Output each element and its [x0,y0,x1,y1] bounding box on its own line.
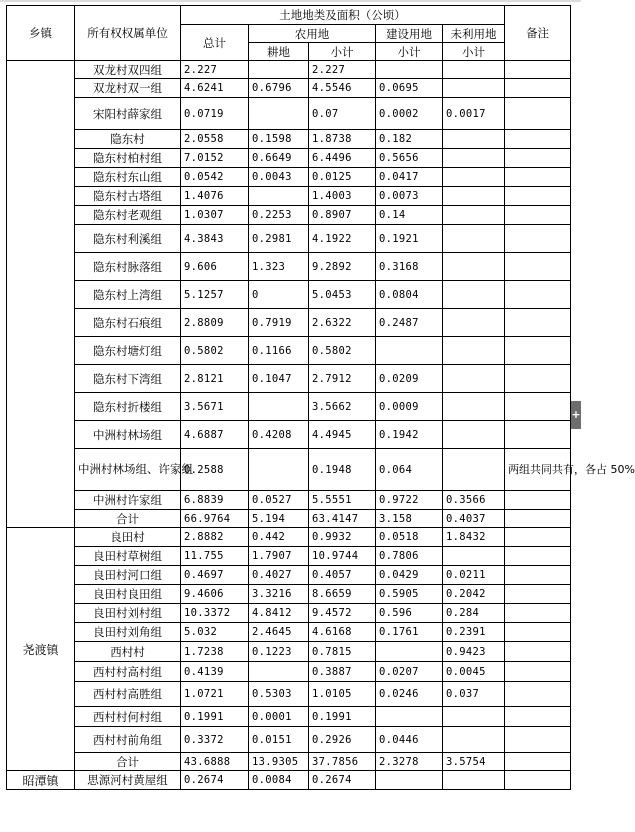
remark-cell [505,79,571,98]
total-cell: 10.3372 [181,604,249,623]
table-row [7,281,571,309]
remark-cell [505,662,571,682]
owner-cell: 思源河村黄屋组 [75,771,181,790]
table-row [7,187,571,206]
construction-cell: 0.1942 [376,421,443,449]
table-row [7,566,571,585]
unused-cell [443,547,505,566]
total-cell: 1.0307 [181,206,249,225]
side-expand-tab[interactable]: + [571,401,581,429]
cultivated-cell: 0.2981 [249,225,309,253]
total-cell: 0.5802 [181,337,249,365]
unused-cell [443,449,505,491]
unused-cell [443,727,505,753]
remark-cell [505,365,571,393]
agri-subtotal-cell: 10.9744 [309,547,376,566]
remark-cell [505,727,571,753]
construction-cell: 0.0429 [376,566,443,585]
table-row [7,491,571,510]
owner-cell: 隐东村 [75,130,181,149]
agri-subtotal-cell: 3.5662 [309,393,376,421]
header-subtotal-construction: 小计 [376,43,443,61]
agri-subtotal-cell: 0.8907 [309,206,376,225]
unused-cell [443,771,505,790]
owner-cell: 良田村刘村组 [75,604,181,623]
owner-cell: 隐东村脉落组 [75,253,181,281]
agri-subtotal-cell: 0.1948 [309,449,376,491]
agri-subtotal-cell: 0.2926 [309,727,376,753]
total-cell: 3.5671 [181,393,249,421]
header-cultivated: 耕地 [249,43,309,61]
unused-cell [443,707,505,727]
cultivated-cell: 13.9305 [249,753,309,771]
agri-subtotal-cell: 0.9932 [309,528,376,547]
owner-cell: 良田村草树组 [75,547,181,566]
cultivated-cell: 0 [249,281,309,309]
remark-cell [505,566,571,585]
total-cell: 0.2674 [181,771,249,790]
agri-subtotal-cell: 0.07 [309,98,376,130]
owner-cell: 双龙村双一组 [75,79,181,98]
agri-subtotal-cell: 0.2674 [309,771,376,790]
total-cell: 2.227 [181,61,249,79]
agri-subtotal-cell: 9.4572 [309,604,376,623]
construction-cell: 0.182 [376,130,443,149]
remark-cell [505,309,571,337]
table-row [7,707,571,727]
page-top-border [0,0,581,2]
total-cell: 11.755 [181,547,249,566]
remark-cell [505,253,571,281]
unused-cell: 1.8432 [443,528,505,547]
total-cell: 1.7238 [181,642,249,662]
table-row [7,309,571,337]
total-cell: 0.4139 [181,662,249,682]
unused-cell: 0.0045 [443,662,505,682]
remark-cell [505,337,571,365]
construction-cell: 0.7806 [376,547,443,566]
agri-subtotal-cell: 0.7815 [309,642,376,662]
unused-cell [443,206,505,225]
header-construction: 建设用地 [376,25,443,43]
table-row [7,604,571,623]
owner-cell: 隐东村利溪组 [75,225,181,253]
cultivated-cell: 1.7907 [249,547,309,566]
table-row [7,528,571,547]
remark-cell [505,547,571,566]
header-remark: 备注 [505,6,571,61]
unused-cell: 0.037 [443,682,505,707]
remark-cell [505,585,571,604]
table-row [7,753,571,771]
table-row [7,585,571,604]
owner-cell: 西村村何村组 [75,707,181,727]
remark-cell [505,187,571,206]
owner-cell: 中洲村林场组 [75,421,181,449]
owner-cell: 中洲村林场组、许家组 [75,449,181,491]
cultivated-cell: 0.442 [249,528,309,547]
cultivated-cell: 0.1166 [249,337,309,365]
agri-subtotal-cell: 37.7856 [309,753,376,771]
unused-cell [443,365,505,393]
construction-cell: 0.5905 [376,585,443,604]
unused-cell [443,393,505,421]
cultivated-cell: 0.1047 [249,365,309,393]
table-row [7,61,571,79]
unused-cell [443,130,505,149]
remark-cell [505,623,571,642]
construction-cell: 0.064 [376,449,443,491]
construction-cell: 0.0073 [376,187,443,206]
cultivated-cell: 1.323 [249,253,309,281]
header-total: 总计 [181,25,249,61]
land-area-table [6,5,635,790]
owner-cell: 隐东村上湾组 [75,281,181,309]
total-cell: 6.8839 [181,491,249,510]
construction-cell: 0.0446 [376,727,443,753]
unused-cell: 0.4037 [443,510,505,528]
agri-subtotal-cell: 0.0125 [309,168,376,187]
unused-cell: 0.284 [443,604,505,623]
total-cell: 4.3843 [181,225,249,253]
owner-cell: 良田村良田组 [75,585,181,604]
cultivated-cell [249,662,309,682]
cultivated-cell [249,98,309,130]
remark-cell [505,707,571,727]
agri-subtotal-cell: 0.1991 [309,707,376,727]
cultivated-cell: 0.1223 [249,642,309,662]
unused-cell [443,337,505,365]
construction-cell: 0.1761 [376,623,443,642]
cultivated-cell [249,393,309,421]
total-cell: 0.2588 [181,449,249,491]
total-cell: 66.9764 [181,510,249,528]
unused-cell [443,168,505,187]
total-cell: 4.6241 [181,79,249,98]
header-subtotal-agri: 小计 [309,43,376,61]
total-cell: 0.0719 [181,98,249,130]
cultivated-cell: 4.8412 [249,604,309,623]
remark-cell [505,491,571,510]
total-cell: 7.0152 [181,149,249,168]
header-township: 乡镇 [7,6,75,61]
construction-cell [376,61,443,79]
agri-subtotal-cell: 5.5551 [309,491,376,510]
table-row [7,449,571,491]
table-row [7,662,571,682]
table-row [7,510,571,528]
total-cell: 43.6888 [181,753,249,771]
construction-cell: 0.0009 [376,393,443,421]
agri-subtotal-cell: 63.4147 [309,510,376,528]
agri-subtotal-cell: 1.4003 [309,187,376,206]
header-subtotal-unused: 小计 [443,43,505,61]
agri-subtotal-cell: 5.0453 [309,281,376,309]
owner-cell: 西村村 [75,642,181,662]
table-row [7,771,571,790]
unused-cell: 0.3566 [443,491,505,510]
agri-subtotal-cell: 0.4057 [309,566,376,585]
construction-cell: 3.158 [376,510,443,528]
unused-cell [443,225,505,253]
township-cell-3: 昭潭镇 [7,771,75,790]
header-owner: 所有权权属单位 [75,6,181,61]
total-cell: 0.0542 [181,168,249,187]
cultivated-cell: 0.0001 [249,707,309,727]
construction-cell: 0.1921 [376,225,443,253]
cultivated-cell: 3.3216 [249,585,309,604]
remark-cell [505,149,571,168]
owner-cell: 隐东村塘灯组 [75,337,181,365]
remark-cell [505,393,571,421]
cultivated-cell: 0.0151 [249,727,309,753]
owner-cell: 西村村高村组 [75,662,181,682]
construction-cell [376,707,443,727]
total-cell: 9.606 [181,253,249,281]
unused-cell [443,421,505,449]
table-row [7,727,571,753]
remark-cell [505,130,571,149]
total-cell: 2.8809 [181,309,249,337]
table-row [7,206,571,225]
table-body [7,61,635,790]
table-row [7,79,571,98]
total-cell: 0.1991 [181,707,249,727]
cultivated-cell: 0.7919 [249,309,309,337]
remark-cell [505,510,571,528]
construction-cell: 0.14 [376,206,443,225]
construction-cell: 0.596 [376,604,443,623]
construction-cell: 0.0207 [376,662,443,682]
unused-cell [443,253,505,281]
cultivated-cell: 0.4027 [249,566,309,585]
header-area-group: 土地地类及面积（公顷） [181,6,505,25]
header-agri: 农用地 [249,25,376,43]
table-row [7,421,571,449]
owner-cell: 西村村高胜组 [75,682,181,707]
agri-subtotal-cell: 8.6659 [309,585,376,604]
table-row [7,547,571,566]
cultivated-cell: 2.4645 [249,623,309,642]
header-unused: 未利用地 [443,25,505,43]
owner-cell: 隐东村石痕组 [75,309,181,337]
table-row [7,225,571,253]
unused-cell: 0.2391 [443,623,505,642]
construction-cell: 0.0246 [376,682,443,707]
total-cell: 2.8121 [181,365,249,393]
owner-cell: 双龙村双四组 [75,61,181,79]
cultivated-cell [249,187,309,206]
owner-cell: 隐东村下湾组 [75,365,181,393]
total-cell: 1.0721 [181,682,249,707]
remark-cell [505,528,571,547]
cultivated-cell: 0.6649 [249,149,309,168]
remark-cell [505,281,571,309]
owner-cell: 良田村刘角组 [75,623,181,642]
table-row [7,253,571,281]
construction-cell: 0.9722 [376,491,443,510]
table-row [7,149,571,168]
construction-cell: 0.0518 [376,528,443,547]
construction-cell [376,337,443,365]
table-row [7,98,571,130]
agri-subtotal-cell: 1.8738 [309,130,376,149]
owner-cell: 良田村 [75,528,181,547]
agri-subtotal-cell: 4.4945 [309,421,376,449]
agri-subtotal-cell: 2.6322 [309,309,376,337]
owner-cell: 隐东村古塔组 [75,187,181,206]
cultivated-cell: 0.6796 [249,79,309,98]
cultivated-cell [249,449,309,491]
cultivated-cell: 0.5303 [249,682,309,707]
remark-cell [505,604,571,623]
table-row [7,623,571,642]
table-row [7,130,571,149]
agri-subtotal-cell: 1.0105 [309,682,376,707]
remark-cell [505,225,571,253]
cultivated-cell: 0.0084 [249,771,309,790]
unused-cell: 3.5754 [443,753,505,771]
remark-cell [505,98,571,130]
table-row [7,393,571,421]
unused-cell [443,187,505,206]
cultivated-cell: 0.0527 [249,491,309,510]
agri-subtotal-cell: 4.5546 [309,79,376,98]
cultivated-cell [249,61,309,79]
cultivated-cell: 0.4208 [249,421,309,449]
construction-cell: 0.3168 [376,253,443,281]
construction-cell: 0.0417 [376,168,443,187]
remark-cell: 两组共同共有，各占 50% [505,449,571,491]
agri-subtotal-cell: 9.2892 [309,253,376,281]
owner-cell: 西村村前角组 [75,727,181,753]
total-cell: 2.0558 [181,130,249,149]
agri-subtotal-cell: 2.7912 [309,365,376,393]
remark-cell [505,682,571,707]
table-row [7,365,571,393]
total-cell: 5.032 [181,623,249,642]
construction-cell: 0.0804 [376,281,443,309]
owner-cell: 隐东村折楼组 [75,393,181,421]
unused-cell [443,149,505,168]
unused-cell: 0.0017 [443,98,505,130]
township-cell-1 [7,61,75,528]
cultivated-cell: 0.1598 [249,130,309,149]
unused-cell [443,309,505,337]
township-cell-2: 尧渡镇 [7,528,75,771]
owner-cell: 中洲村许家组 [75,491,181,510]
agri-subtotal-cell: 4.1922 [309,225,376,253]
remark-cell [505,771,571,790]
unused-cell: 0.9423 [443,642,505,662]
construction-cell [376,642,443,662]
table-row [7,682,571,707]
cultivated-cell: 0.0043 [249,168,309,187]
construction-cell: 0.2487 [376,309,443,337]
remark-cell [505,61,571,79]
owner-cell: 合计 [75,753,181,771]
construction-cell: 2.3278 [376,753,443,771]
total-cell: 4.6887 [181,421,249,449]
total-cell: 0.4697 [181,566,249,585]
owner-cell: 良田村河口组 [75,566,181,585]
owner-cell: 隐东村东山组 [75,168,181,187]
remark-cell [505,753,571,771]
total-cell: 5.1257 [181,281,249,309]
total-cell: 1.4076 [181,187,249,206]
owner-cell: 隐东村柏村组 [75,149,181,168]
table-header [7,6,571,61]
agri-subtotal-cell: 2.227 [309,61,376,79]
table-row [7,337,571,365]
table-row [7,168,571,187]
remark-cell [505,206,571,225]
remark-cell [505,421,571,449]
unused-cell: 0.2042 [443,585,505,604]
owner-cell: 宋阳村薛家组 [75,98,181,130]
table-row [7,642,571,662]
total-cell: 2.8882 [181,528,249,547]
owner-cell: 合计 [75,510,181,528]
agri-subtotal-cell: 0.5802 [309,337,376,365]
unused-cell [443,61,505,79]
unused-cell [443,281,505,309]
construction-cell: 0.0209 [376,365,443,393]
cultivated-cell: 5.194 [249,510,309,528]
total-cell: 9.4606 [181,585,249,604]
cultivated-cell: 0.2253 [249,206,309,225]
unused-cell: 0.0211 [443,566,505,585]
unused-cell [443,79,505,98]
construction-cell: 0.0695 [376,79,443,98]
agri-subtotal-cell: 0.3887 [309,662,376,682]
remark-cell [505,642,571,662]
construction-cell: 0.5656 [376,149,443,168]
agri-subtotal-cell: 4.6168 [309,623,376,642]
agri-subtotal-cell: 6.4496 [309,149,376,168]
construction-cell: 0.0002 [376,98,443,130]
owner-cell: 隐东村老观组 [75,206,181,225]
total-cell: 0.3372 [181,727,249,753]
remark-cell [505,168,571,187]
construction-cell [376,771,443,790]
